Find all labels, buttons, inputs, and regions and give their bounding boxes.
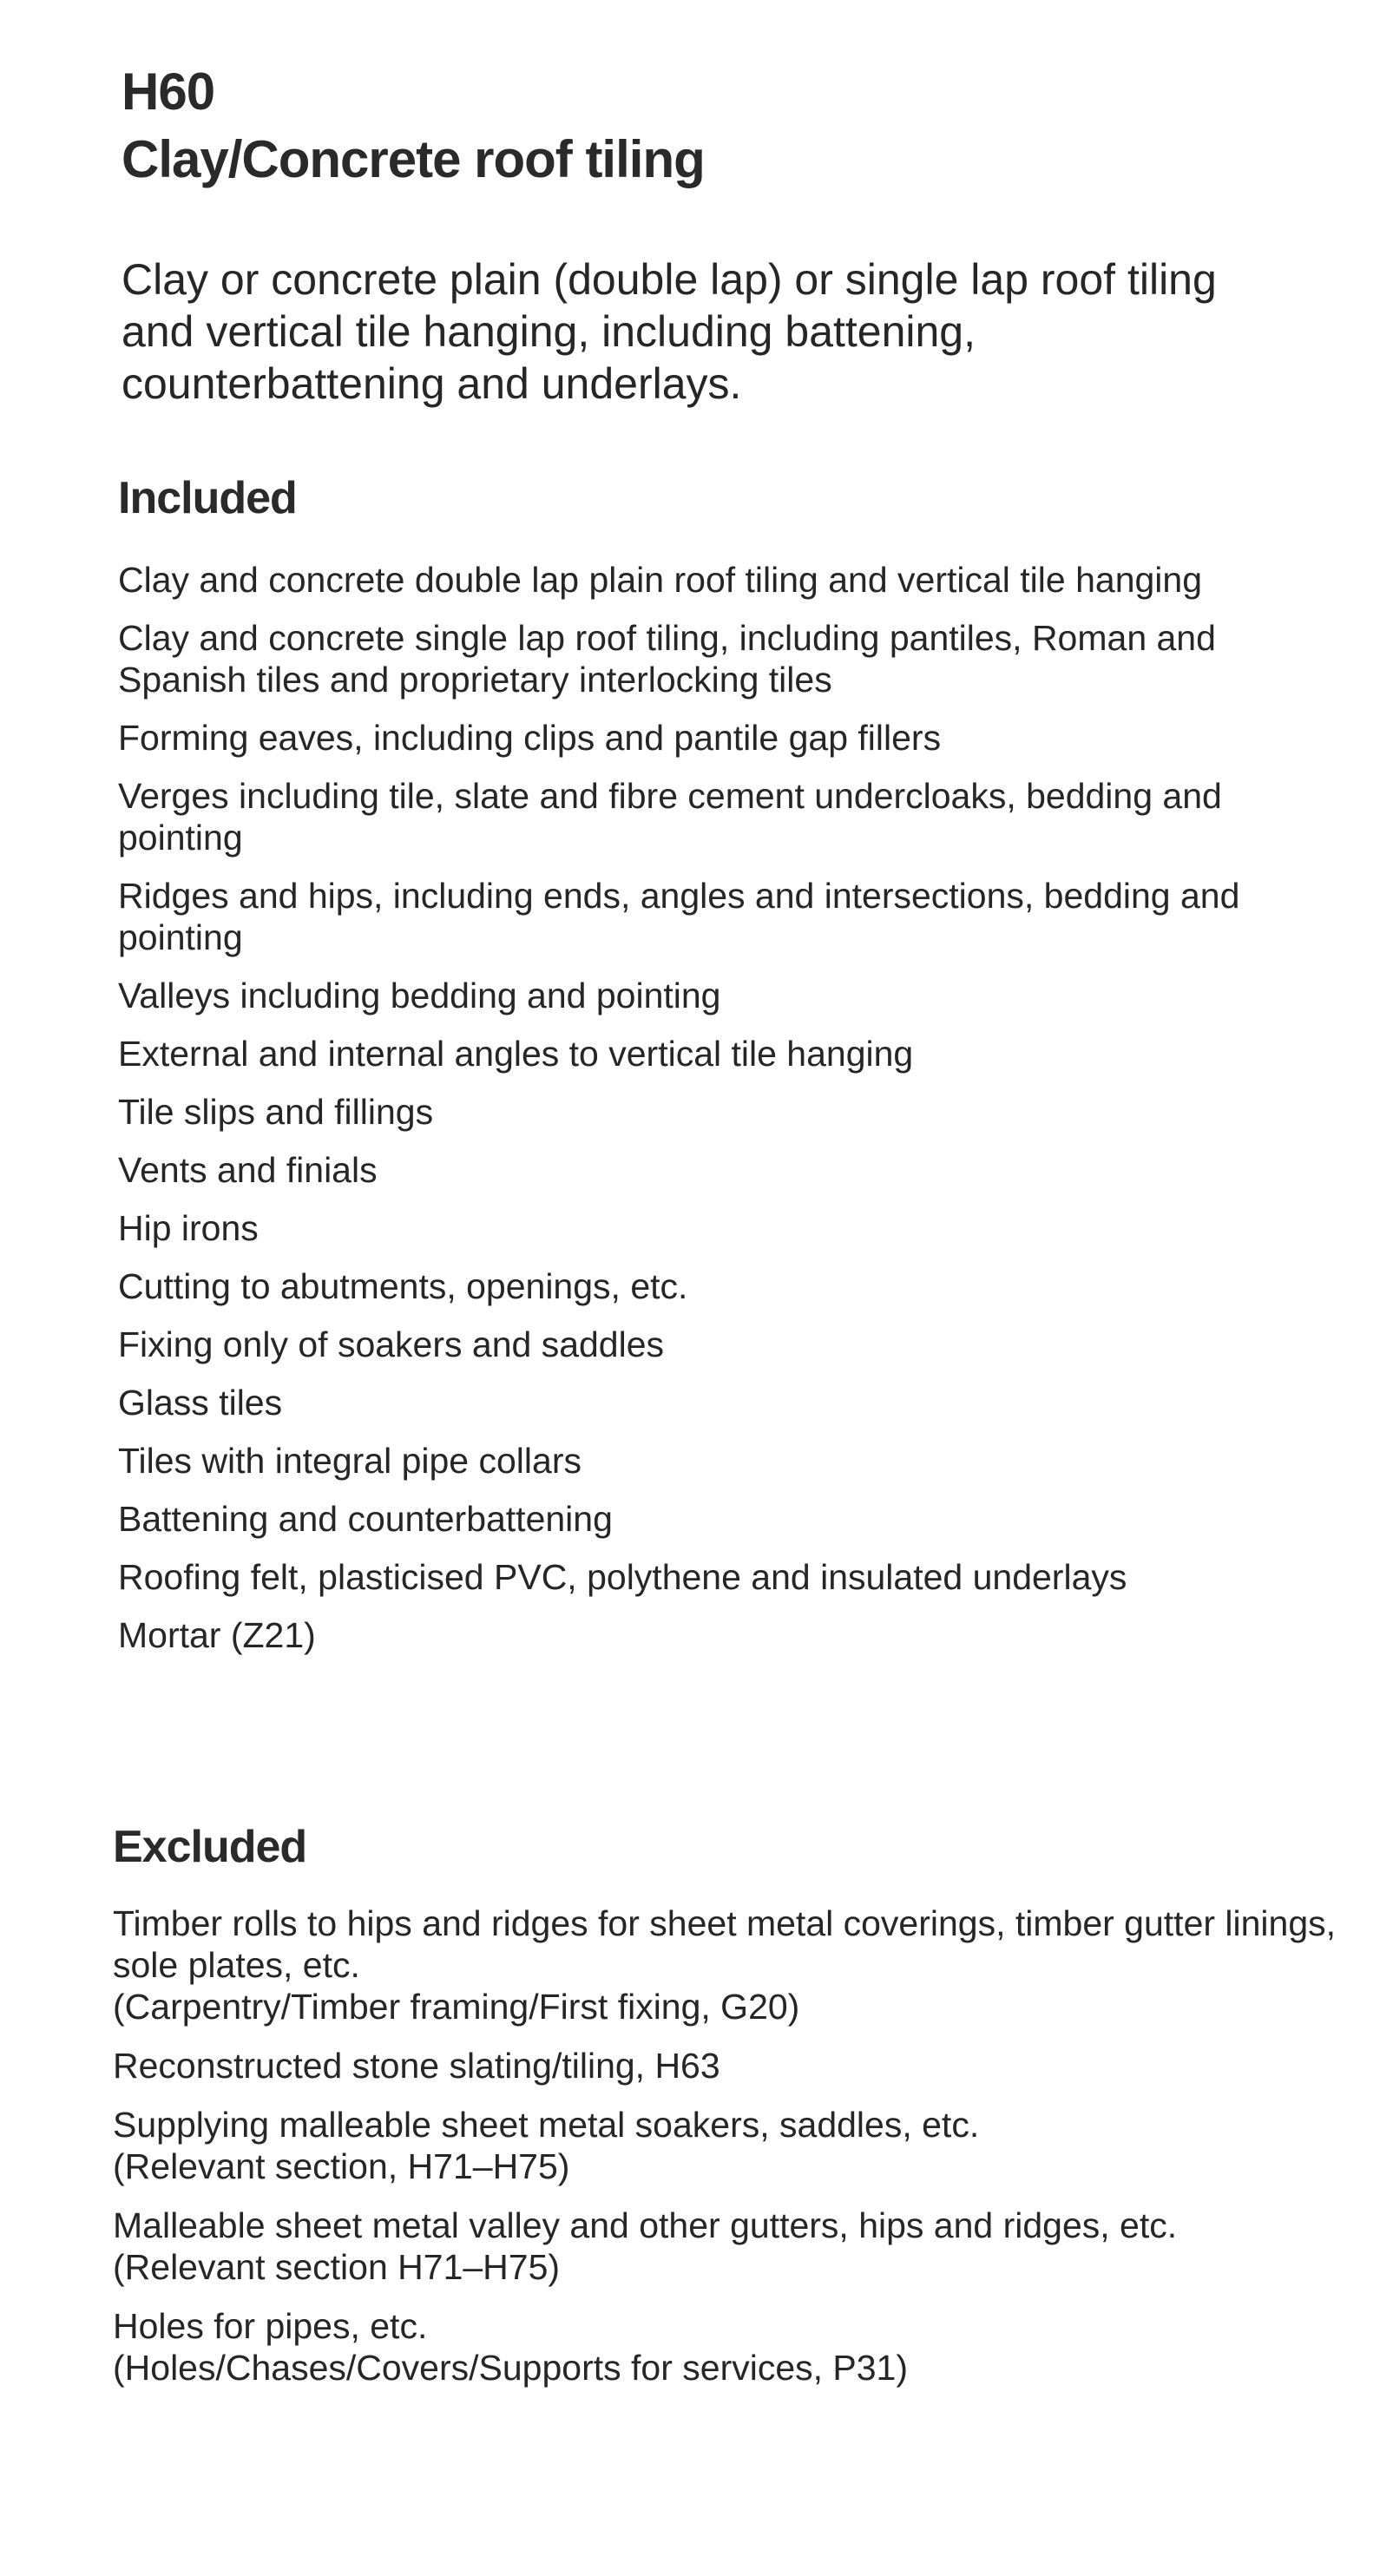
included-item: External and internal angles to vertical tile hanging	[118, 1034, 914, 1074]
included-item: Vents and finials	[118, 1150, 378, 1190]
included-heading: Included	[118, 473, 297, 523]
excluded-item-text: Holes for pipes, etc.	[113, 2306, 428, 2346]
excluded-item-ref: (Holes/Chases/Covers/Supports for services, P31)	[113, 2348, 909, 2388]
page-title: Clay/Concrete roof tiling	[122, 130, 705, 188]
included-item: Roofing felt, plasticised PVC, polythene and insulated underlays	[118, 1557, 1127, 1597]
included-item: Glass tiles	[118, 1383, 283, 1423]
included-item: Tiles with integral pipe collars	[118, 1441, 582, 1481]
included-item: Ridges and hips, including ends, angles and intersections, bedding and pointing	[118, 876, 1240, 957]
excluded-item	[113, 2305, 1345, 2389]
excluded-item-text: Malleable sheet metal valley and other gutters, hips and ridges, etc.	[113, 2205, 1178, 2245]
included-item: Battening and counterbattening	[118, 1499, 613, 1539]
excluded-item	[113, 2205, 1345, 2288]
included-item: Valleys including bedding and pointing	[118, 976, 721, 1015]
excluded-item-text: Reconstructed stone slating/tiling, H63	[113, 2046, 720, 2086]
excluded-item-ref: (Relevant section H71–H75)	[113, 2247, 561, 2287]
included-item: Fixing only of soakers and saddles	[118, 1324, 665, 1364]
excluded-item	[113, 1902, 1345, 2027]
included-item: Clay and concrete double lap plain roof tiling and vertical tile hanging	[118, 560, 1203, 600]
excluded-heading: Excluded	[113, 1822, 307, 1872]
excluded-item	[113, 2104, 1345, 2187]
included-item: Clay and concrete single lap roof tiling, including pantiles, Roman and Spanish tiles and proprietary interlocking tiles	[118, 618, 1216, 700]
excluded-list	[113, 1902, 1345, 2406]
excluded-item-ref: (Relevant section, H71–H75)	[113, 2146, 570, 2186]
excluded-item	[113, 2045, 1345, 2086]
included-item: Cutting to abutments, openings, etc.	[118, 1266, 688, 1306]
included-item: Tile slips and fillings	[118, 1092, 434, 1132]
section-code: H60	[122, 62, 215, 121]
excluded-item-text: Supplying malleable sheet metal soakers, saddles, etc.	[113, 2105, 980, 2145]
excluded-item-text: Timber rolls to hips and ridges for sheet metal coverings, timber gutter linings, sole plates, etc.	[113, 1903, 1337, 1985]
excluded-item-ref: (Carpentry/Timber framing/First fixing, G20)	[113, 1987, 800, 2027]
included-item: Verges including tile, slate and fibre cement undercloaks, bedding and pointing	[118, 776, 1222, 858]
included-item: Forming eaves, including clips and pantile gap fillers	[118, 718, 942, 758]
included-item: Mortar (Z21)	[118, 1615, 316, 1655]
included-item: Hip irons	[118, 1208, 259, 1248]
intro-paragraph: Clay or concrete plain (double lap) or single lap roof tiling and vertical tile hanging, including battening, counterbattening and underlays.	[122, 255, 1217, 408]
included-list	[118, 559, 1350, 1672]
